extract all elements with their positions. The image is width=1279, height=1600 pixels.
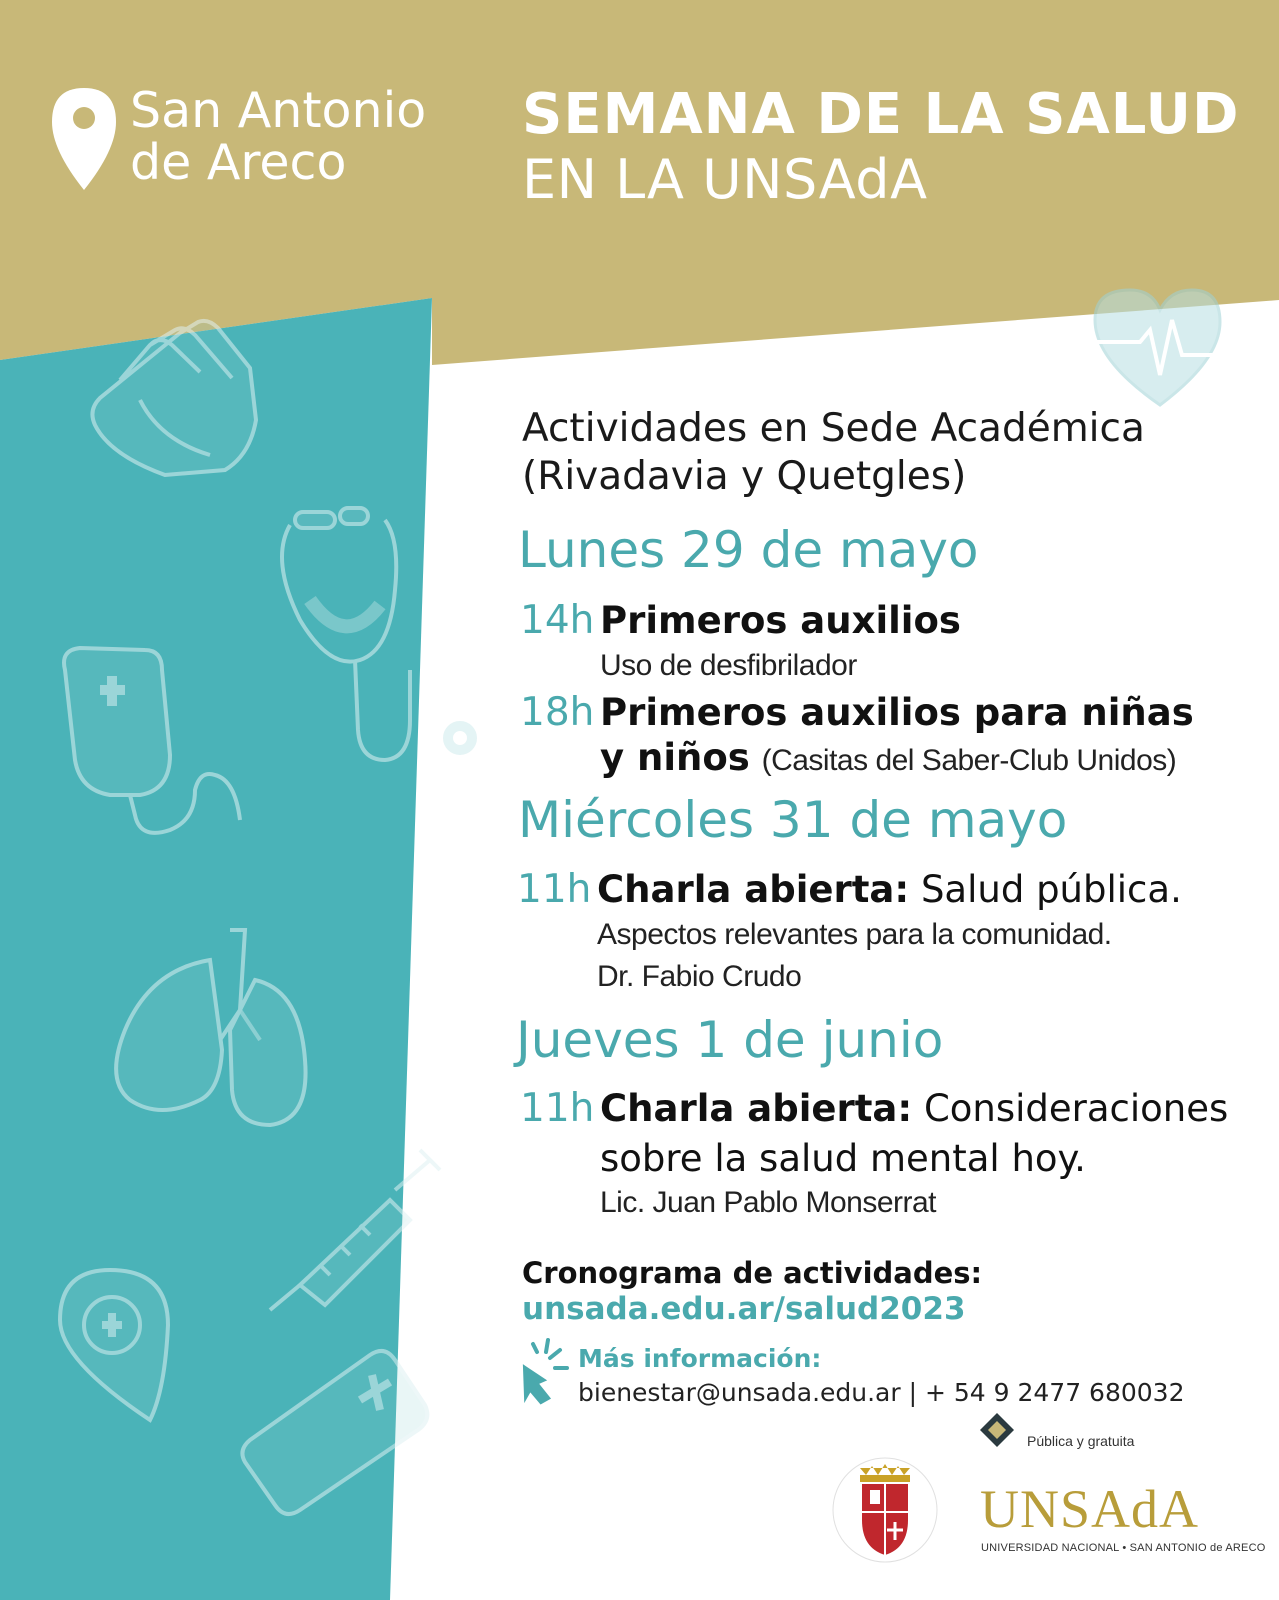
event-topic: Consideraciones — [923, 1087, 1229, 1130]
heart-pulse-icon — [1095, 290, 1220, 405]
location-label — [130, 82, 427, 191]
click-pointer-icon — [525, 1340, 567, 1402]
event-time: 14h — [520, 598, 595, 643]
event-topic: Salud pública. — [920, 868, 1182, 911]
event-title-text: Charla abierta: — [600, 1087, 913, 1130]
event-speaker: Lic. Juan Pablo Monserrat — [600, 1186, 937, 1219]
event-time: 11h — [520, 1086, 595, 1131]
schedule-label: Cronograma de actividades: — [522, 1256, 983, 1290]
event-subtitle: EN LA UNSAdA — [522, 148, 928, 211]
event-title-line-2 — [600, 735, 1176, 782]
event-title — [600, 690, 1194, 736]
event-title-line-2: sobre la salud mental hoy. — [600, 1137, 1086, 1180]
location-line-1: San Antonio — [130, 82, 427, 139]
event-title — [600, 1086, 1228, 1132]
day-heading: Miércoles 31 de mayo — [518, 791, 1068, 849]
venue-line-2: (Rivadavia y Quetgles) — [522, 454, 967, 499]
event-time: 11h — [517, 867, 592, 912]
event-location: (Casitas del Saber-Club Unidos) — [761, 744, 1177, 777]
unsada-diamond-icon — [980, 1413, 1014, 1447]
event-title-text: Charla abierta: — [597, 868, 910, 911]
university-subtitle: UNIVERSIDAD NACIONAL • SAN ANTONIO de ARECO — [981, 1542, 1266, 1554]
venue — [522, 405, 1262, 501]
event-title — [600, 598, 961, 644]
event-title-text: Primeros auxilios para niñas — [600, 691, 1194, 734]
university-logo: UNSAdA — [980, 1479, 1200, 1539]
day-heading: Jueves 1 de junio — [516, 1011, 944, 1069]
day-heading: Lunes 29 de mayo — [518, 521, 979, 579]
event-detail: Uso de desfibrilador — [600, 649, 857, 682]
location-line-2: de Areco — [130, 134, 347, 191]
event-title-text: Primeros auxilios — [600, 599, 961, 642]
venue-line-1: Actividades en Sede Académica — [522, 406, 1145, 451]
event-time: 18h — [520, 690, 595, 735]
event-title: SEMANA DE LA SALUD — [522, 82, 1240, 147]
event-title — [597, 867, 1182, 913]
university-tagline: Pública y gratuita — [1027, 1433, 1135, 1449]
event-speaker: Dr. Fabio Crudo — [597, 960, 802, 993]
municipality-seal-icon — [833, 1458, 937, 1562]
event-title-text: y niños — [600, 736, 750, 779]
schedule-link[interactable]: unsada.edu.ar/salud2023 — [522, 1291, 966, 1327]
event-detail: Aspectos relevantes para la comunidad. — [597, 918, 1112, 951]
contact-info[interactable]: bienestar@unsada.edu.ar | + 54 9 2477 680032 — [578, 1378, 1185, 1407]
more-info-label: Más información: — [578, 1344, 822, 1373]
